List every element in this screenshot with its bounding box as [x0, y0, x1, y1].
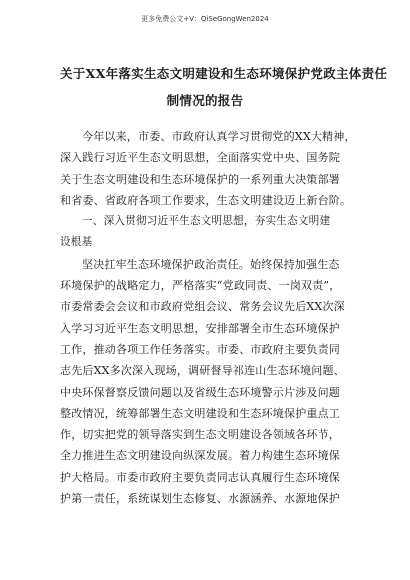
title-line-2: 制情况的报告	[166, 93, 244, 108]
text-line: 环境保护的战略定力，严格落实“党政同责、一岗双责”，	[60, 279, 341, 293]
document-title	[60, 60, 388, 114]
title-line-1: 关于XX年落实生态文明建设和生态环境保护党政主体责任	[60, 66, 388, 81]
text-line: 作，切实把党的领导落实到生态文明建设各领域各环节，	[60, 428, 340, 442]
text-line: 和省委、省政府各项工作要求，生态文明建设迈上新台阶。	[60, 193, 352, 207]
text-line: 深入践行习近平生态文明思想，全面落实党中央、国务院	[60, 151, 340, 165]
text-line: 护第一责任，系统谋划生态修复、水源涵养、水源地保护	[60, 492, 340, 506]
text-line: 今年以来，市委、市政府认真学习贯彻党的XX大精神，	[82, 130, 356, 143]
text-line: 全力推进生态文明建设向纵深发展。着力构建生态环境保	[60, 449, 340, 463]
text-line: 工作，推动各项工作任务落实。市委、市政府主要负责同	[60, 342, 340, 356]
paragraph-section-1	[60, 254, 352, 510]
text-line: 护大格局。市委市政府主要负责同志认真履行生态环境保	[60, 470, 340, 484]
text-line: 入学习习近平生态文明思想，安排部署全市生态环境保护	[60, 321, 340, 335]
document-body	[60, 126, 356, 509]
watermark-header: 更多免费公文+V：QiSeGongWen2024	[141, 15, 269, 23]
text-line: 坚决扛牢生态环境保护政治责任。始终保持加强生态	[82, 257, 340, 271]
text-line: 市委常委会会议和市政府党组会议、常务会议先后XX次深	[60, 300, 345, 314]
paragraph-intro	[60, 126, 356, 211]
heading-line: 设根基	[60, 236, 93, 249]
text-line: 关于生态文明建设和生态环境保护的一系列重大决策部署	[60, 172, 340, 186]
text-line: 中央环保督察反馈问题以及省级生态环境警示片涉及问题	[60, 385, 340, 399]
section-heading-1	[60, 211, 352, 254]
heading-line: 一、深入贯彻习近平生态文明思想，夯实生态文明建	[82, 215, 331, 228]
text-line: 整改情况，统筹部署生态文明建设和生态环境保护重点工	[60, 406, 340, 420]
text-line: 志先后XX多次深入现场，调研督导祁连山生态环境问题、	[60, 364, 345, 378]
